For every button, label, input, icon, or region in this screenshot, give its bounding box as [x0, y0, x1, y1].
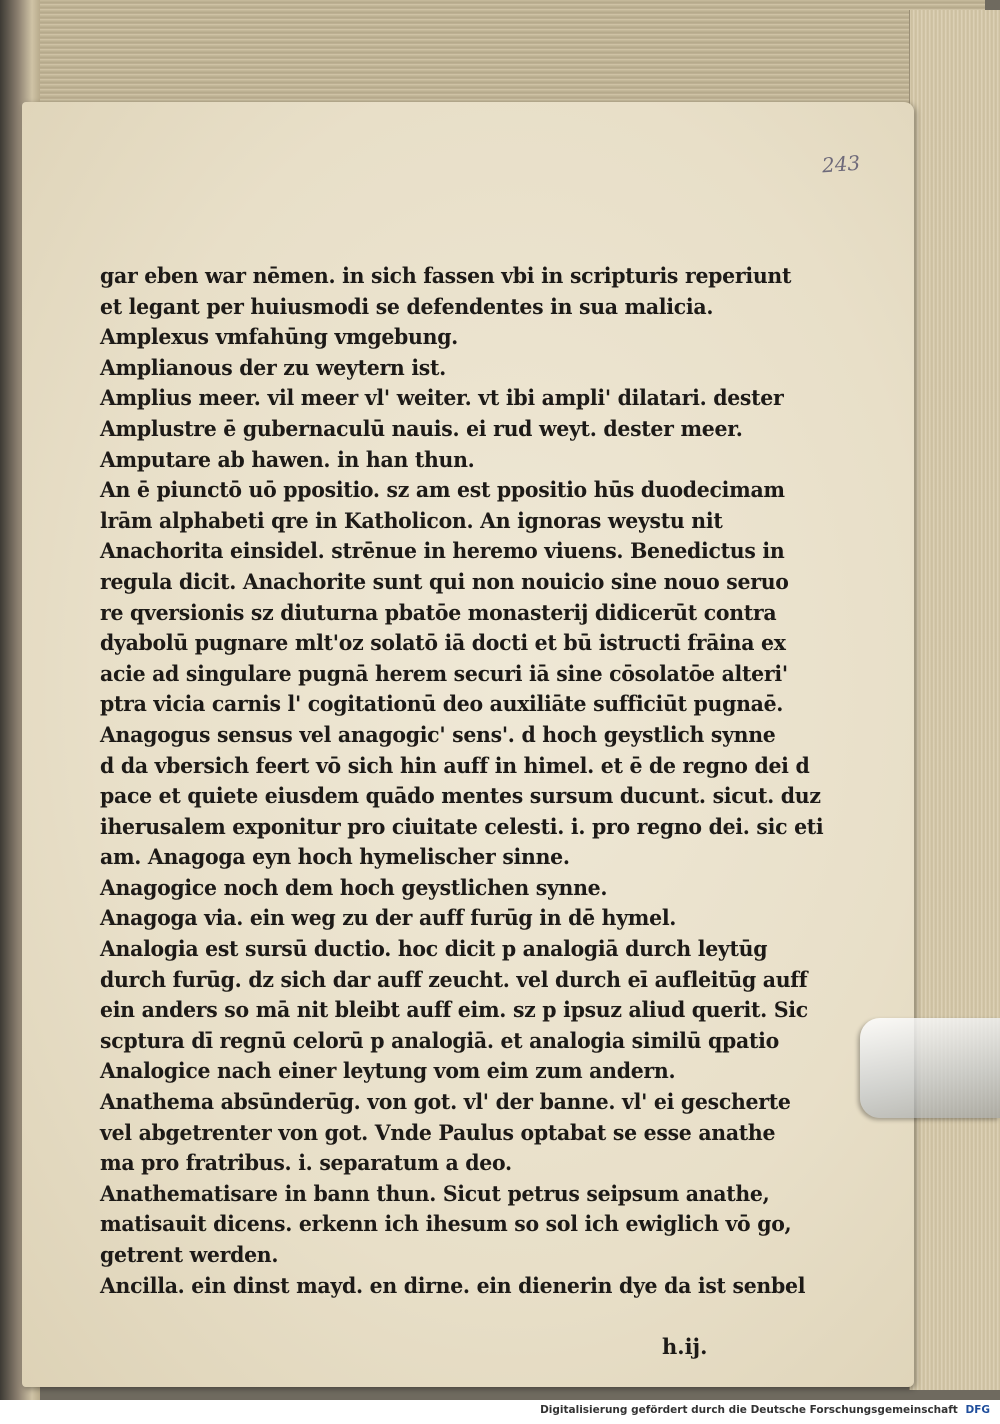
text-line: Analogice nach einer leytung vom eim zum andern.	[100, 1059, 676, 1085]
text-line: am. Anagoga eyn hoch hymelischer sinne.	[100, 845, 570, 871]
text-line: Amplius meer. vil meer vl' weiter. vt ibi ampli' dilatari. dester	[100, 386, 784, 412]
page-fore-edges	[909, 10, 1000, 1390]
text-line: getrent werden.	[100, 1243, 279, 1268]
footer-credit	[540, 1404, 990, 1416]
text-line: Anathema absūnderūg. von got. vl' der banne. vl' ei gescherte	[100, 1090, 791, 1116]
text-line: Anagogice noch dem hoch geystlichen synne.	[100, 875, 608, 901]
text-line: pace et quiete eiusdem quādo mentes sursum ducunt. sicut. duz	[100, 784, 821, 810]
text-line: matisauit dicens. erkenn ich ihesum so sol ich ewiglich vō go,	[100, 1212, 792, 1238]
text-line: Anachorita einsidel. strēnue in heremo viuens. Benedictus in	[100, 539, 785, 565]
text-line: iherusalem exponitur pro ciuitate celesti. i. pro regno dei. sic eti	[100, 814, 824, 840]
text-line: Anagogus sensus vel anagogic' sens'. d hoch geystlich synne	[100, 722, 776, 748]
text-line: Amplianous der zu weytern ist.	[100, 355, 446, 381]
footer-credit-text: Digitalisierung gefördert durch die Deutsche Forschungsgemeinschaft	[540, 1404, 958, 1416]
text-line: Amplustre ē gubernaculū nauis. ei rud weyt. dester meer.	[100, 416, 743, 442]
footer	[0, 1400, 1000, 1424]
text-line: ptra vicia carnis l' cogitationū deo auxiliāte sufficiūt pugnaē.	[100, 692, 784, 718]
dfg-logo-icon: DFG	[965, 1404, 990, 1416]
page-text	[100, 262, 824, 1302]
text-line: d da vbersich feert vō sich hin auff in himel. et ē de regno dei d	[100, 753, 810, 779]
text-line: ma pro fratribus. i. separatum a deo.	[100, 1151, 512, 1177]
text-line: Analogia est sursū ductio. hoc dicit p analogiā durch leytūg	[100, 937, 768, 963]
text-line: re qversionis sz diuturna pbatōe monasterij didicerūt contra	[100, 600, 777, 626]
text-line: lrām alphabeti qre in Katholicon. An ignoras weystu nit	[100, 508, 723, 534]
text-line: acie ad singulare pugnā herem securi iā sine cōsolatōe alteri'	[100, 661, 788, 687]
page-top-edges	[35, 0, 985, 110]
page-number: 243	[821, 150, 861, 178]
text-line: durch furūg. dz sich dar auff zeucht. vel durch eī aufleitūg auff	[100, 967, 808, 993]
page-clip	[860, 1018, 1000, 1118]
text-line: regula dicit. Anachorite sunt qui non nouicio sine nouo seruo	[100, 569, 789, 595]
text-line: Amputare ab hawen. in han thun.	[100, 447, 475, 473]
book-page	[22, 102, 914, 1387]
text-line: scptura dī regnū celorū p analogiā. et analogia similū qpatio	[100, 1028, 779, 1054]
text-line: ein anders so mā nit bleibt auff eim. sz p ipsuz aliud querit. Sic	[100, 998, 808, 1024]
text-line: Amplexus vmfahūng vmgebung.	[100, 325, 459, 351]
signature-mark: h.ij.	[662, 1334, 708, 1359]
text-line: dyabolū pugnare mlt'oz solatō iā docti et bū istructi frāina ex	[100, 631, 786, 657]
text-line: Ancilla. ein dinst mayd. en dirne. ein dienerin dye da ist senbel	[100, 1273, 806, 1299]
text-line: et legant per huiusmodi se defendentes in sua malicia.	[100, 294, 714, 320]
text-line: An ē piunctō uō ppositio. sz am est ppositio hūs duodecimam	[100, 478, 785, 504]
text-line: Anagoga via. ein weg zu der auff furūg in dē hymel.	[100, 906, 677, 932]
text-line: vel abgetrenter von got. Vnde Paulus optabat se esse anathe	[100, 1120, 776, 1146]
text-line: gar eben war nēmen. in sich fassen vbi in scripturis reperiunt	[100, 264, 792, 289]
text-line: Anathematisare in bann thun. Sicut petrus seipsum anathe,	[100, 1181, 770, 1207]
